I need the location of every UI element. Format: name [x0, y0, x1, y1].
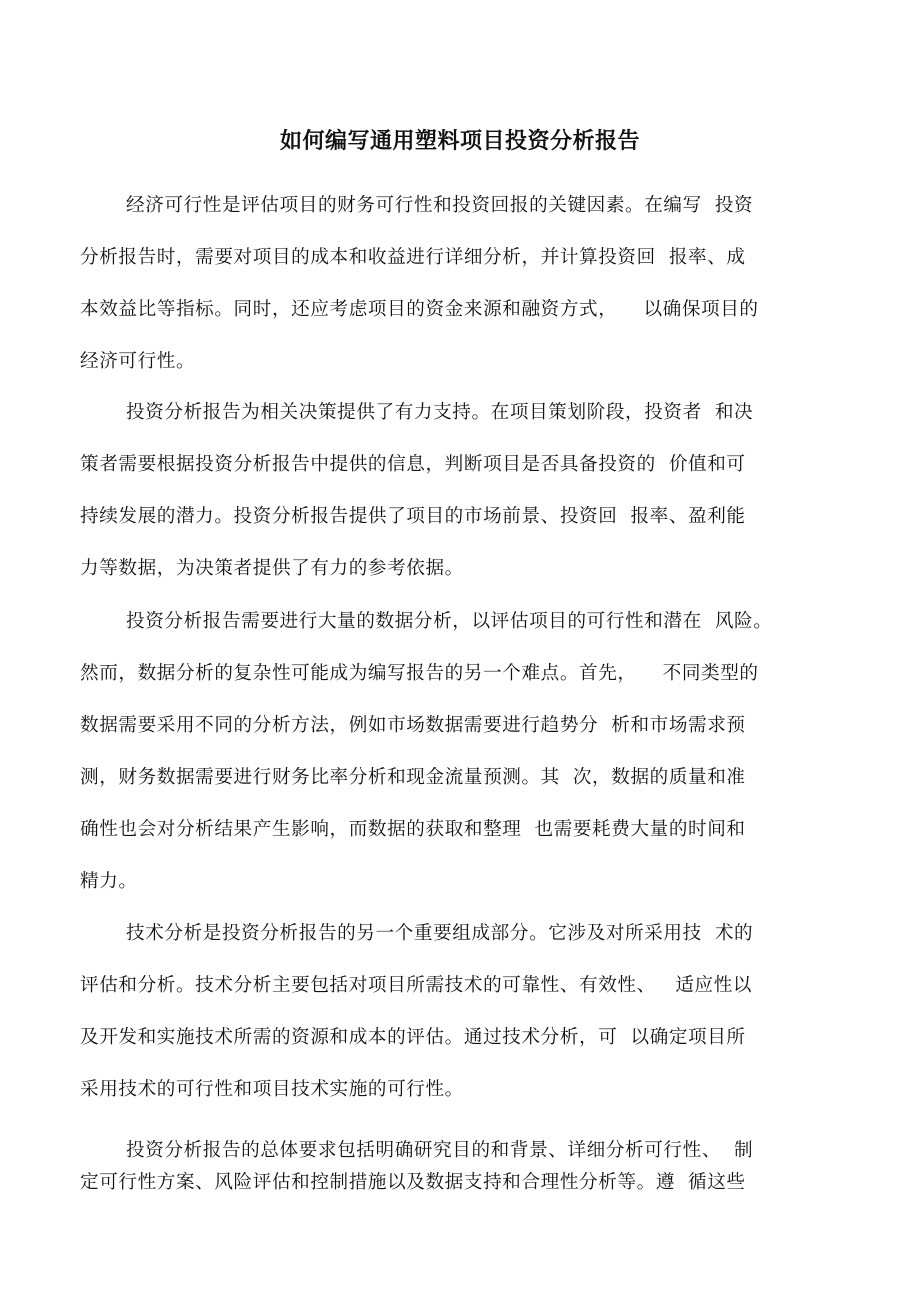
paragraph-line: 持续发展的潜力。投资分析报告提供了项目的市场前景、投资回 报率、盈利能: [80, 506, 746, 527]
paragraph-technical-analysis: [80, 908, 840, 1116]
paragraph-line: 投资分析报告的总体要求包括明确研究目的和背景、详细分析可行性、 制: [126, 1140, 754, 1161]
paragraph-data-analysis: [80, 596, 840, 908]
paragraph-line: 力等数据，为决策者提供了有力的参考依据。: [80, 558, 464, 579]
paragraph-line: 经济可行性是评估项目的财务可行性和投资回报的关键因素。在编写 投资: [126, 195, 754, 216]
paragraph-overall-requirements: [80, 1135, 840, 1199]
paragraph-line: 采用技术的可行性和项目技术实施的可行性。: [80, 1079, 464, 1100]
paragraph-decision-support: [80, 387, 840, 595]
page-title: 如何编写通用塑料项目投资分析报告: [279, 129, 640, 154]
paragraph-line: 分析报告时，需要对项目的成本和收益进行详细分析，并计算投资回 报率、成: [80, 247, 746, 268]
paragraph-line: 确性也会对分析结果产生影响，而数据的获取和整理 也需要耗费大量的时间和: [80, 819, 746, 840]
paragraph-line: 及开发和实施技术所需的资源和成本的评估。通过技术分析，可 以确定项目所: [80, 1027, 746, 1048]
paragraph-line: 然而，数据分析的复杂性可能成为编写报告的另一个难点。首先， 不同类型的: [80, 663, 759, 684]
paragraph-line: 策者需要根据投资分析报告中提供的信息，判断项目是否具备投资的 价值和可: [80, 454, 746, 475]
paragraph-line: 投资分析报告需要进行大量的数据分析，以评估项目的可行性和潜在 风险。: [126, 611, 773, 632]
paragraph-line: 评估和分析。技术分析主要包括对项目所需技术的可靠性、有效性、 适应性以: [80, 975, 753, 996]
paragraph-line: 投资分析报告为相关决策提供了有力支持。在项目策划阶段，投资者 和决: [126, 402, 754, 423]
paragraph-line: 定可行性方案、风险评估和控制措施以及数据支持和合理性分析等。遵 循这些: [80, 1172, 746, 1193]
paragraph-line: 经济可行性。: [80, 351, 196, 372]
paragraph-economic-feasibility: [80, 180, 840, 388]
paragraph-line: 技术分析是投资分析报告的另一个重要组成部分。它涉及对所采用技 术的: [126, 923, 754, 944]
paragraph-line: 本效益比等指标。同时，还应考虑项目的资金来源和融资方式， 以确保项目的: [80, 299, 759, 320]
paragraph-line: 测，财务数据需要进行财务比率分析和现金流量预测。其 次，数据的质量和准: [80, 767, 746, 788]
paragraph-line: 数据需要采用不同的分析方法，例如市场数据需要进行趋势分 析和市场需求预: [80, 715, 746, 736]
paragraph-line: 精力。: [80, 871, 138, 892]
